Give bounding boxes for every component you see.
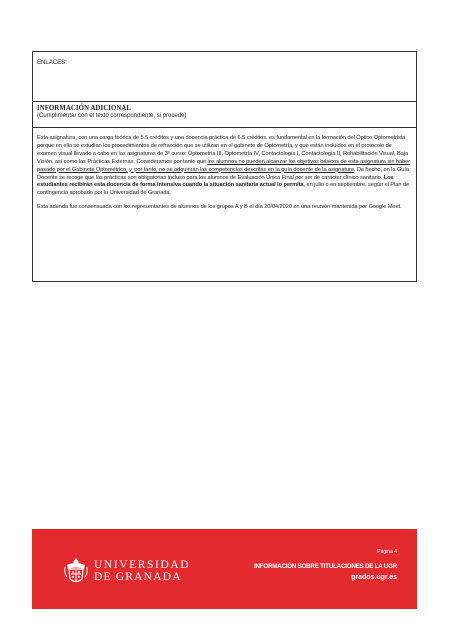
document-table xyxy=(32,51,417,282)
links-row xyxy=(33,52,416,102)
additional-info-title: INFORMACIÓN ADICIONAL xyxy=(37,105,132,112)
footer-banner xyxy=(32,529,417,609)
underlined-text: los alumnos no pueden alcanzar los objetivos básicos de esta asignatura sin haber pasado por el Gabinete Optométrico, y, por tanto, no se adquirirán las competencias descritas en la guía docente de la asignatura xyxy=(37,158,411,173)
body-paragraph-1: Esta asignatura, con una carga teórica de 5.5 créditos y una docencia práctica de 6.5 créditos, es fundamental en la formación del Óptico Optometrista porque en ella se estudian los procedimientos de refracción que se utilizan en el gabinete de Optometría, y que están incluidos en el protocolo de examen visual llevado a cabo en las asignaturas de 3º curso: Optometría III, Optometría IV, Contactología I, Contactología II, Rehabilitación Visual, Baja Visión, así como las Prácticas Externas. Consideramos por tanto que los alumnos no pueden alcanzar los objetivos básicos de esta asignatura sin haber pasado por el Gabinete Optométrico, y, por tanto, no se adquirirán las competencias descritas en la guía docente de la asignatura. De hecho, en la Guía Docente se recoge que las prácticas son obligatorias incluso para los alumnos de Evaluación Única Final por ser de carácter clínico sanitario. Los estudiantes recibirán esta docencia de forma intensiva cuando la situación sanitaria actual lo permita, en julio o en septiembre, según el Plan de contingencia aprobado por la Universidad de Granada. xyxy=(37,135,411,197)
additional-info-subtitle: (Cumplimentar con el texto correspondiente, si procede) xyxy=(37,113,187,119)
body-paragraph-2: Esta adenda fue consensuada con los representantes de alumnos de los grupos A y B el día 20/04/2020 en una reunión mantenida por Google Meet. xyxy=(37,204,402,211)
university-crest-icon xyxy=(64,557,88,585)
titulaciones-info-title: INFORMACIÓN SOBRE TITULACIONES DE LA UGR xyxy=(253,563,397,570)
university-name: UNIVERSIDAD DE GRANADA xyxy=(94,559,191,583)
additional-info-row xyxy=(33,102,416,128)
bold-text: Los estudiantes recibirán esta docencia de forma intensiva cuando la situación sanitaria actual lo permita xyxy=(37,174,394,189)
body-row xyxy=(33,128,416,281)
university-logo xyxy=(64,557,190,585)
links-label: ENLACES: xyxy=(37,59,67,66)
grados-link[interactable]: grados.ugr.es xyxy=(351,574,397,581)
page-number: Página 4 xyxy=(377,549,397,555)
